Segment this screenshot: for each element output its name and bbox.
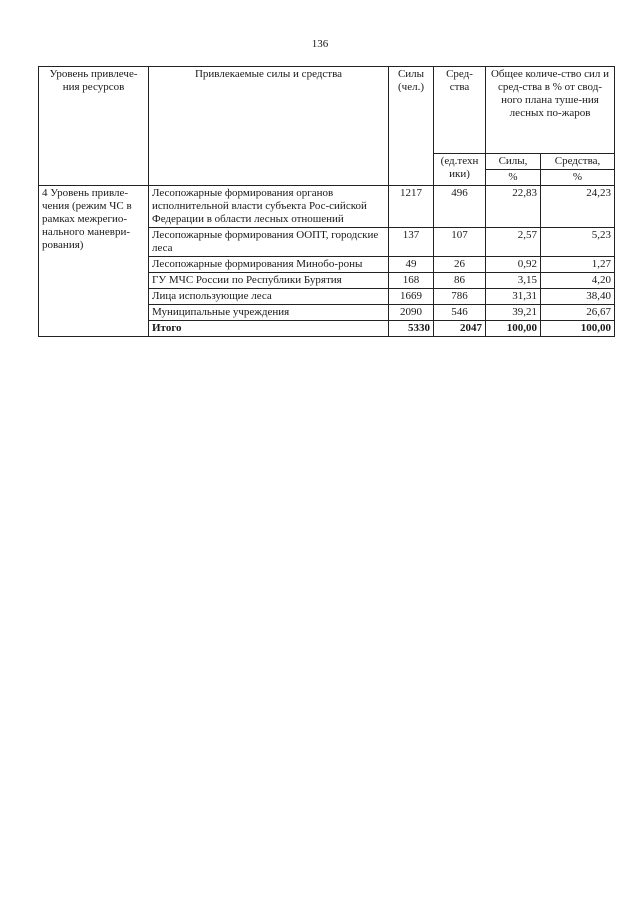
header-forces-means: Привлекаемые силы и средства: [149, 67, 389, 186]
row-pct-forces: 0,92: [486, 257, 541, 273]
row-name: Лесопожарные формирования ООПТ, городские леса: [149, 228, 389, 257]
total-means: 2047: [434, 321, 486, 337]
row-forces: 1669: [389, 289, 434, 305]
header-forces: Силы (чел.): [389, 67, 434, 186]
row-name: Лесопожарные формирования органов исполнительной власти субъекта Рос-сийской Федерации в области лесных отношений: [149, 186, 389, 228]
row-means: 107: [434, 228, 486, 257]
header-level: Уровень привлече-ния ресурсов: [39, 67, 149, 186]
row-forces: 49: [389, 257, 434, 273]
row-pct-forces: 39,21: [486, 305, 541, 321]
header-means: Сред-ства: [434, 67, 486, 154]
table-row: [39, 186, 615, 228]
row-means: 496: [434, 186, 486, 228]
resource-table: [38, 66, 615, 337]
row-forces: 137: [389, 228, 434, 257]
header-pct-means: %: [541, 170, 615, 186]
page-number: 136: [311, 38, 329, 50]
row-pct-means: 38,40: [541, 289, 615, 305]
row-pct-forces: 2,57: [486, 228, 541, 257]
row-pct-means: 1,27: [541, 257, 615, 273]
row-means: 786: [434, 289, 486, 305]
row-name: Муниципальные учреждения: [149, 305, 389, 321]
header-row-1: [39, 67, 615, 154]
row-forces: 168: [389, 273, 434, 289]
row-name: ГУ МЧС России по Республики Бурятия: [149, 273, 389, 289]
row-pct-means: 5,23: [541, 228, 615, 257]
header-pct-forces: %: [486, 170, 541, 186]
total-forces: 5330: [389, 321, 434, 337]
header-share-forces: Силы,: [486, 154, 541, 170]
row-name: Лица использующие леса: [149, 289, 389, 305]
header-share: Общее количе-ство сил и сред-ства в % от свод-ного плана туше-ния лесных по-жаров: [486, 67, 615, 154]
header-means-unit: (ед.техн ики): [434, 154, 486, 186]
row-pct-forces: 31,31: [486, 289, 541, 305]
total-pct-forces: 100,00: [486, 321, 541, 337]
total-label: Итого: [149, 321, 389, 337]
row-forces: 2090: [389, 305, 434, 321]
total-pct-means: 100,00: [541, 321, 615, 337]
row-means: 546: [434, 305, 486, 321]
row-pct-means: 4,20: [541, 273, 615, 289]
row-means: 86: [434, 273, 486, 289]
row-name: Лесопожарные формирования Минобо-роны: [149, 257, 389, 273]
row-pct-forces: 22,83: [486, 186, 541, 228]
level-cell: 4 Уровень привле-чения (режим ЧС в рамках межрегио-нального маневри-рования): [39, 186, 149, 337]
row-means: 26: [434, 257, 486, 273]
row-forces: 1217: [389, 186, 434, 228]
row-pct-forces: 3,15: [486, 273, 541, 289]
row-pct-means: 24,23: [541, 186, 615, 228]
row-pct-means: 26,67: [541, 305, 615, 321]
header-share-means: Средства,: [541, 154, 615, 170]
